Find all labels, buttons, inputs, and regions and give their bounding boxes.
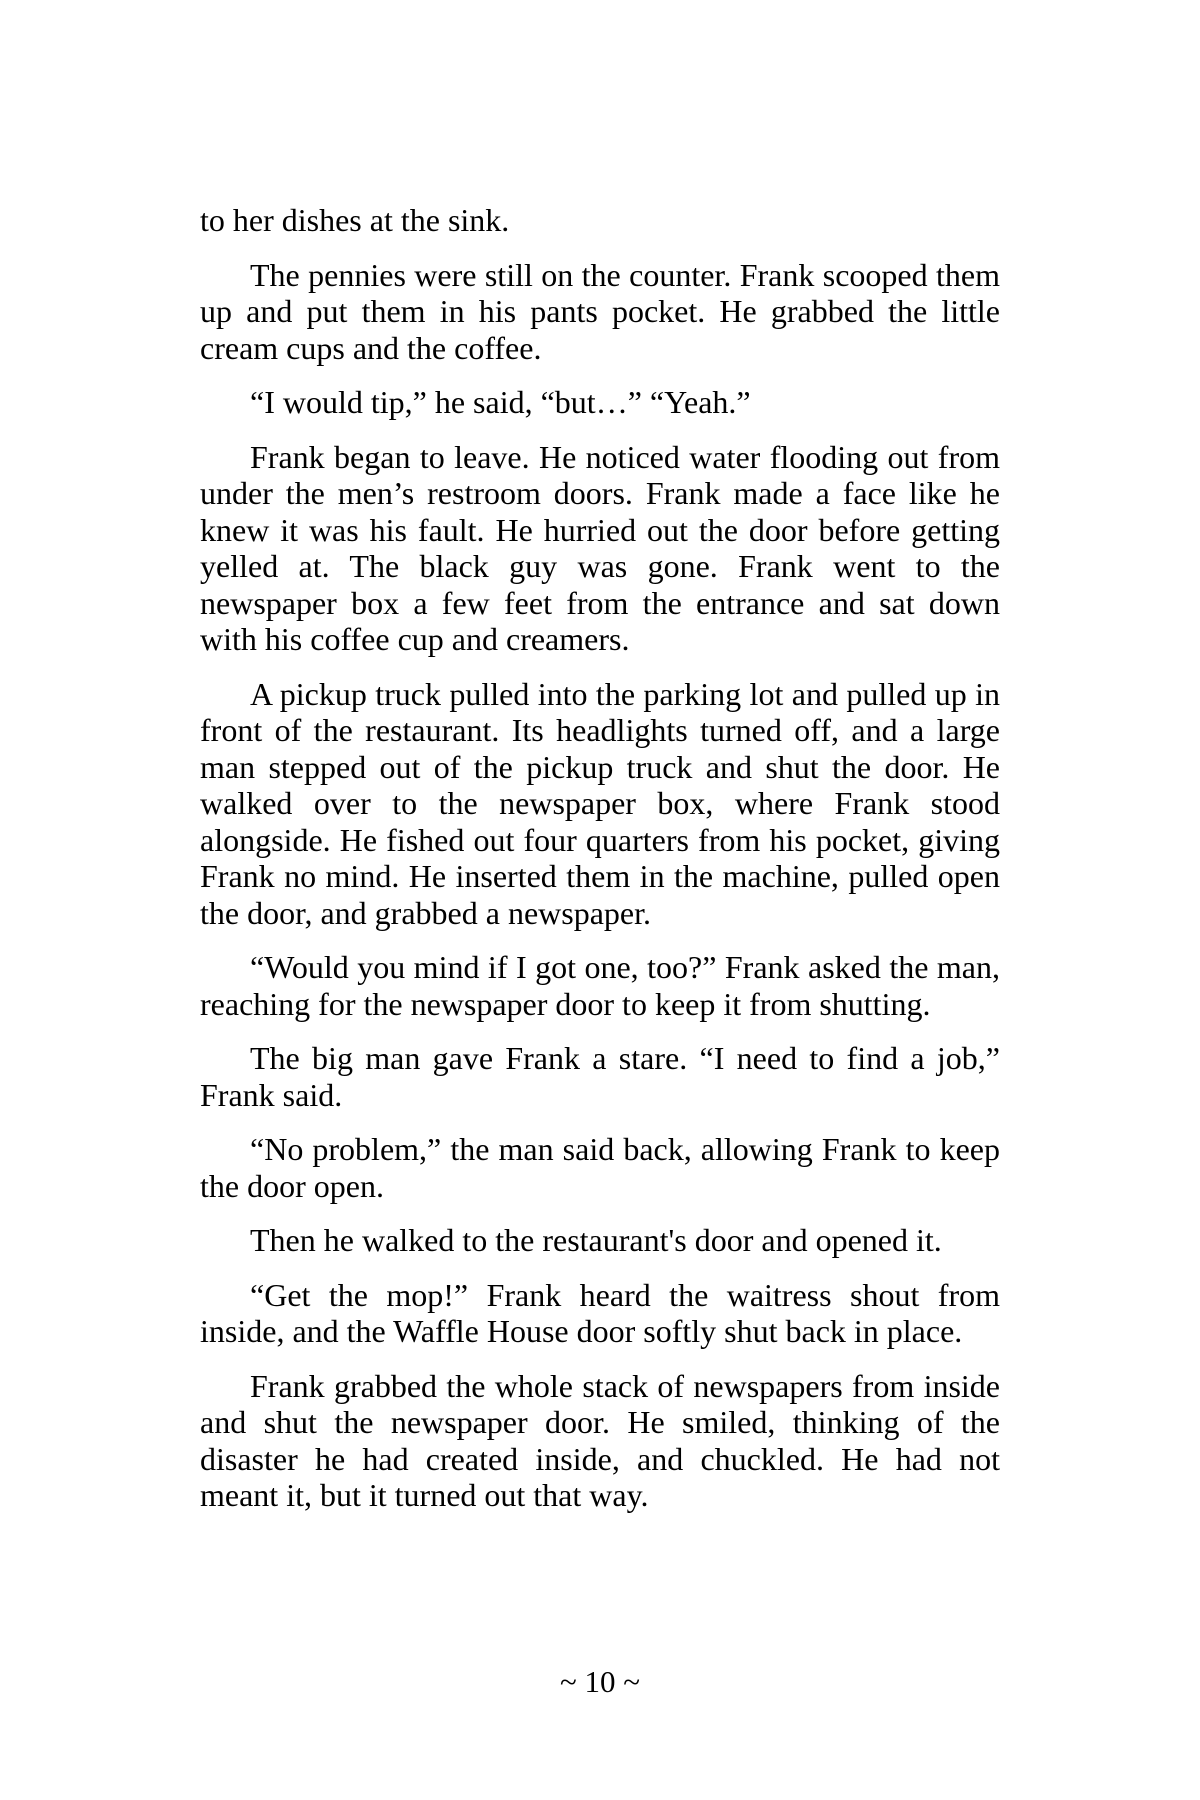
- paragraph: “Get the mop!” Frank heard the waitress shout from inside, and the Waffle House door softly shut back in place.: [200, 1276, 1000, 1349]
- paragraph: “I would tip,” he said, “but…” “Yeah.”: [250, 384, 751, 420]
- paragraph: Frank began to leave. He noticed water flooding out from under the men’s restroom doors. Frank made a face like he knew it was his fault. He hurried out the door before getting yelled at. The black guy was gone. Frank went to the newspaper box a few feet from the entrance and sat down with his coffee cup and creamers.: [200, 438, 1000, 657]
- paragraph: “Would you mind if I got one, too?” Frank asked the man, reaching for the newspaper door to keep it from shutting.: [200, 949, 1000, 1022]
- paragraph: to her dishes at the sink.: [200, 202, 510, 238]
- paragraph: A pickup truck pulled into the parking lot and pulled up in front of the restaurant. Its headlights turned off, and a large man stepped out of the pickup truck and shut the door. He walked over to the newspaper box, where Frank stood alongside. He fished out four quarters from his pocket, giving Frank no mind. He inserted them in the machine, pulled open the door, and grabbed a newspaper.: [200, 675, 1000, 931]
- paragraph: Then he walked to the restaurant's door and opened it.: [250, 1222, 942, 1258]
- paragraph: “No problem,” the man said back, allowing Frank to keep the door open.: [200, 1131, 1000, 1204]
- page-number: ~ 10 ~: [559, 1664, 641, 1699]
- paragraph: Frank grabbed the whole stack of newspapers from inside and shut the newspaper door. He smiled, thinking of the disaster he had created inside, and chuckled. He had not meant it, but it turned out that way.: [200, 1367, 1000, 1513]
- text-block: [200, 202, 1000, 1532]
- paragraph: The pennies were still on the counter. Frank scooped them up and put them in his pants pocket. He grabbed the little cream cups and the coffee.: [200, 256, 1000, 366]
- paragraph: The big man gave Frank a stare. “I need to find a job,” Frank said.: [200, 1040, 1000, 1113]
